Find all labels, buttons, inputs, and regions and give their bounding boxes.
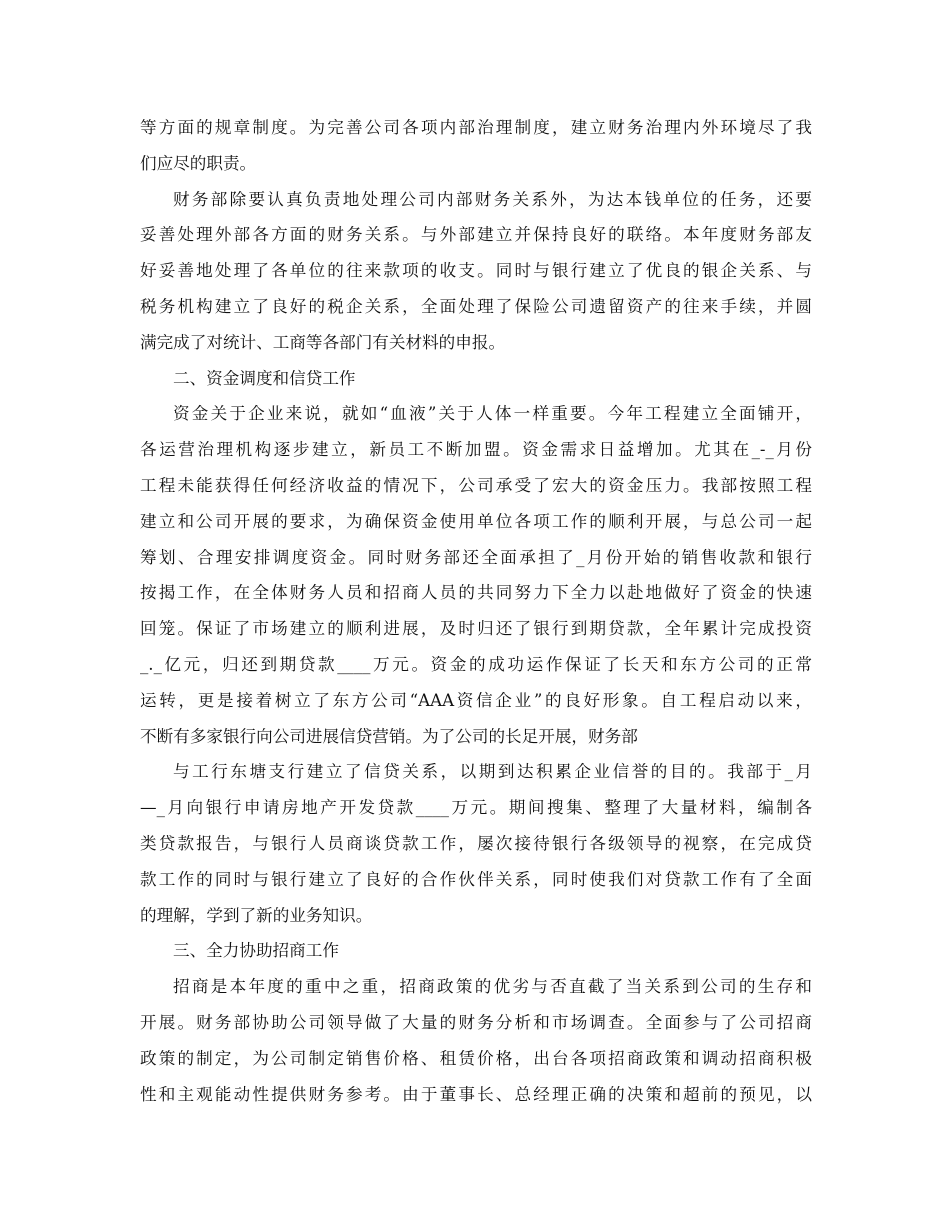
text-line: 与工行东塘支行建立了信贷关系，以期到达积累企业信誉的目的。我部于_月 xyxy=(173,762,812,782)
section-heading: 二、资金调度和信贷工作 xyxy=(173,368,356,388)
section-heading-investment xyxy=(140,933,812,969)
text-line: 性和主观能动性提供财务参考。由于董事长、总经理正确的决策和超前的预见，以 xyxy=(140,1084,812,1104)
text-line: 运转，更是接着树立了东方公司“AAA资信企业”的良好形象。自工程启动以来， xyxy=(140,690,812,710)
paragraph-funds xyxy=(140,396,812,754)
text-line: 财务部除要认真负责地处理公司内部财务关系外，为达本钱单位的任务，还要 xyxy=(173,189,812,209)
text-line: 各运营治理机构逐步建立，新员工不断加盟。资金需求日益增加。尤其在_-_月份 xyxy=(140,440,812,460)
text-line: 款工作的同时与银行建立了良好的合作伙伴关系，同时使我们对贷款工作有了全面 xyxy=(140,869,812,889)
paragraph-regulations xyxy=(140,110,812,182)
paragraph-investment xyxy=(140,969,812,1112)
text-line: 类贷款报告，与银行人员商谈贷款工作，屡次接待银行各级领导的视察，在完成贷 xyxy=(140,833,812,853)
text-line: —_月向银行申请房地产开发贷款____万元。期间搜集、整理了大量材料，编制各 xyxy=(140,798,812,818)
paragraph-external-relations xyxy=(140,182,812,361)
text-line: 好妥善地处理了各单位的往来款项的收支。同时与银行建立了优良的银企关系、与 xyxy=(140,261,812,281)
document-page xyxy=(140,110,812,1112)
text-line: 们应尽的职责。 xyxy=(140,153,257,173)
text-line: 妥善处理外部各方面的财务关系。与外部建立并保持良好的联络。本年度财务部友 xyxy=(140,225,812,245)
section-heading: 三、全力协助招商工作 xyxy=(173,941,339,961)
text-line: 回笼。保证了市场建立的顺利进展，及时归还了银行到期贷款，全年累计完成投资 xyxy=(140,619,812,639)
text-line: 建立和公司开展的要求，为确保资金使用单位各项工作的顺利开展，与总公司一起 xyxy=(140,511,812,531)
text-line: _._亿元，归还到期贷款____万元。资金的成功运作保证了长天和东方公司的正常 xyxy=(140,654,812,674)
text-line: 政策的制定，为公司制定销售价格、租赁价格，出台各项招商政策和调动招商积极 xyxy=(140,1048,812,1068)
text-line: 税务机构建立了良好的税企关系，全面处理了保险公司遗留资产的往来手续，并圆 xyxy=(140,296,812,316)
text-line: 按揭工作，在全体财务人员和招商人员的共同努力下全力以赴地做好了资金的快速 xyxy=(140,583,812,603)
text-line: 筹划、合理安排调度资金。同时财务部还全面承担了_月份开始的销售收款和银行 xyxy=(140,547,812,567)
text-line: 开展。财务部协助公司领导做了大量的财务分析和市场调查。全面参与了公司招商 xyxy=(140,1012,812,1032)
text-line: 等方面的规章制度。为完善公司各项内部治理制度，建立财务治理内外环境尽了我 xyxy=(140,118,812,137)
section-heading-funds xyxy=(140,361,812,397)
text-line: 的理解，学到了新的业务知识。 xyxy=(140,905,373,925)
text-line: 资金关于企业来说，就如“血液”关于人体一样重要。今年工程建立全面铺开， xyxy=(173,404,812,424)
text-line: 工程未能获得任何经济收益的情况下，公司承受了宏大的资金压力。我部按照工程 xyxy=(140,475,812,495)
paragraph-credit xyxy=(140,754,812,933)
text-line: 满完成了对统计、工商等各部门有关材料的申报。 xyxy=(140,332,506,352)
text-line: 招商是本年度的重中之重，招商政策的优劣与否直截了当关系到公司的生存和 xyxy=(173,977,812,997)
text-line: 不断有多家银行向公司进展信贷营销。为了公司的长足开展，财务部 xyxy=(140,726,638,746)
